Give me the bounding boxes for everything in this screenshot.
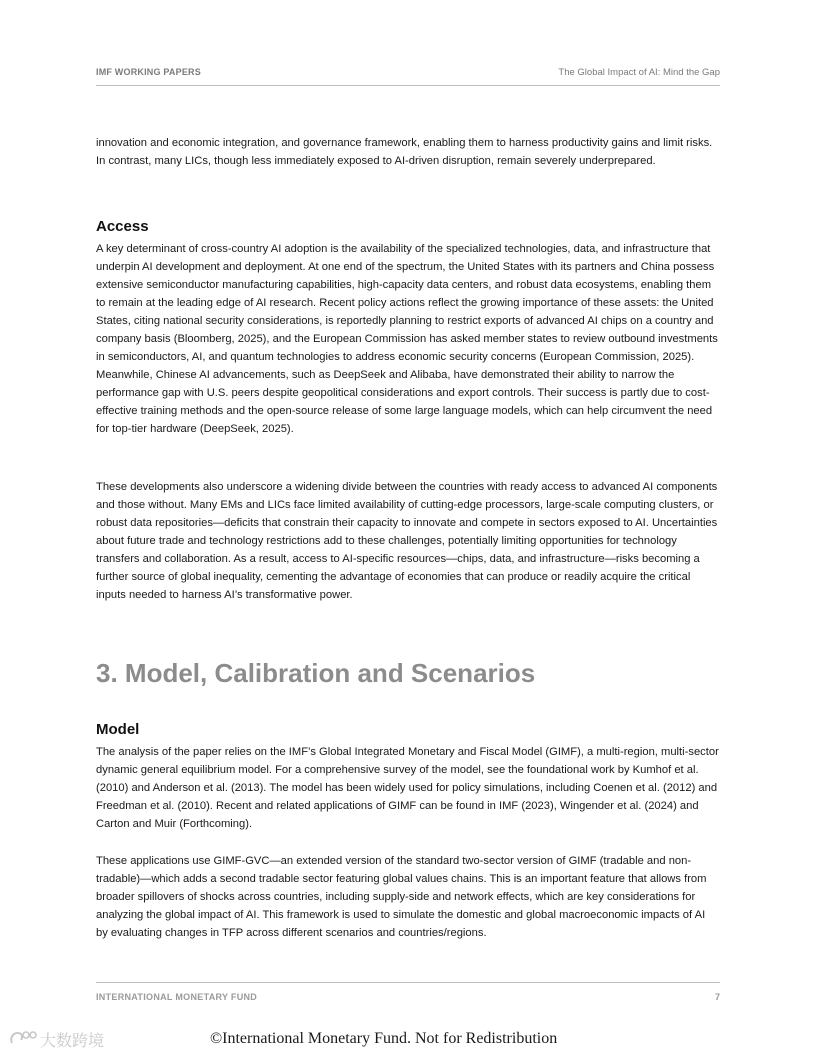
footer-publisher: INTERNATIONAL MONETARY FUND [96, 992, 258, 1002]
copyright-notice: ©International Monetary Fund. Not for Redistribution [210, 1030, 558, 1047]
model-heading: Model [96, 721, 140, 738]
header-paper-title: The Global Impact of AI: Mind the Gap [558, 67, 720, 78]
watermark [8, 1028, 104, 1050]
model-paragraph-1: The analysis of the paper relies on the IMF’s Global Integrated Monetary and Fiscal Model (GIMF), a multi-region, multi-sector dynamic general equilibrium model. For a comprehensive survey of the model, see the foundational work by Kumhof et al. (2010) and Anderson et al. (2013). The model has been widely used for policy simulations, including Coenen et al. (2012) and Freedman et al. (2010). Recent and related applications of GIMF can be found in IMF (2023), Wingender et al. (2024) and Carton and Muir (Forthcoming). [96, 746, 719, 830]
access-heading: Access [96, 218, 149, 235]
running-header [96, 67, 720, 86]
model-paragraph-2: These applications use GIMF-GVC—an extended version of the standard two-sector version of GIMF (tradable and non-tradable)—which adds a second tradable sector featuring global values chains. This is an important feature that allows from broader spillovers of shocks across countries, including supply-side and network effects, which are key considerations for analyzing the global impact of AI. This framework is used to simulate the domestic and global macroeconomic impacts of AI by evaluating changes in TFP across different scenarios and countries/regions. [96, 855, 707, 939]
watermark-logo-icon [8, 1029, 38, 1049]
header-series-title: IMF WORKING PAPERS [96, 67, 201, 77]
intro-paragraph: innovation and economic integration, and governance framework, enabling them to harness productivity gains and limit risks. In contrast, many LICs, though less immediately exposed to AI-driven disruption, remain severely underprepared. [96, 137, 713, 167]
page-number: 7 [714, 992, 720, 1002]
section-heading: 3. Model, Calibration and Scenarios [96, 658, 536, 688]
access-paragraph-1: A key determinant of cross-country AI adoption is the availability of the specialized technologies, data, and infrastructure that underpin AI development and deployment. At one end of the spectrum, the United States with its partners and China possess extensive semiconductor manufacturing capabilities, high-capacity data centers, and robust data ecosystems, enabling them to remain at the leading edge of AI research. Recent policy actions reflect the growing importance of these assets: the United States, citing national security considerations, is reportedly planning to restrict exports of advanced AI chips on a country and company basis (Bloomberg, 2025), and the European Commission has asked member states to review outbound investments in semiconductors, AI, and quantum technologies to address economic security concerns (European Commission, 2025). Meanwhile, Chinese AI advancements, such as DeepSeek and Alibaba, have demonstrated their ability to narrow the performance gap with U.S. peers despite geopolitical considerations and export controls. Their success is partly due to cost-effective training methods and the open-source release of some large language models, which can help circumvent the need for top-tier hardware (DeepSeek, 2025). [96, 243, 718, 435]
watermark-text: 大数跨境 [40, 1032, 105, 1050]
running-footer [96, 982, 720, 1003]
access-paragraph-2: These developments also underscore a widening divide between the countries with ready access to advanced AI components and those without. Many EMs and LICs face limited availability of cutting-edge processors, large-scale computing clusters, or robust data repositories—deficits that constrain their capacity to innovate and compete in sectors exposed to AI. Uncertainties about future trade and technology restrictions add to these challenges, potentially limiting opportunities for technology transfers and collaboration. As a result, access to AI-specific resources—chips, data, and infrastructure—risks becoming a further source of global inequality, cementing the advantage of economies that can produce or readily acquire the critical inputs needed to harness AI’s transformative power. [96, 481, 718, 601]
